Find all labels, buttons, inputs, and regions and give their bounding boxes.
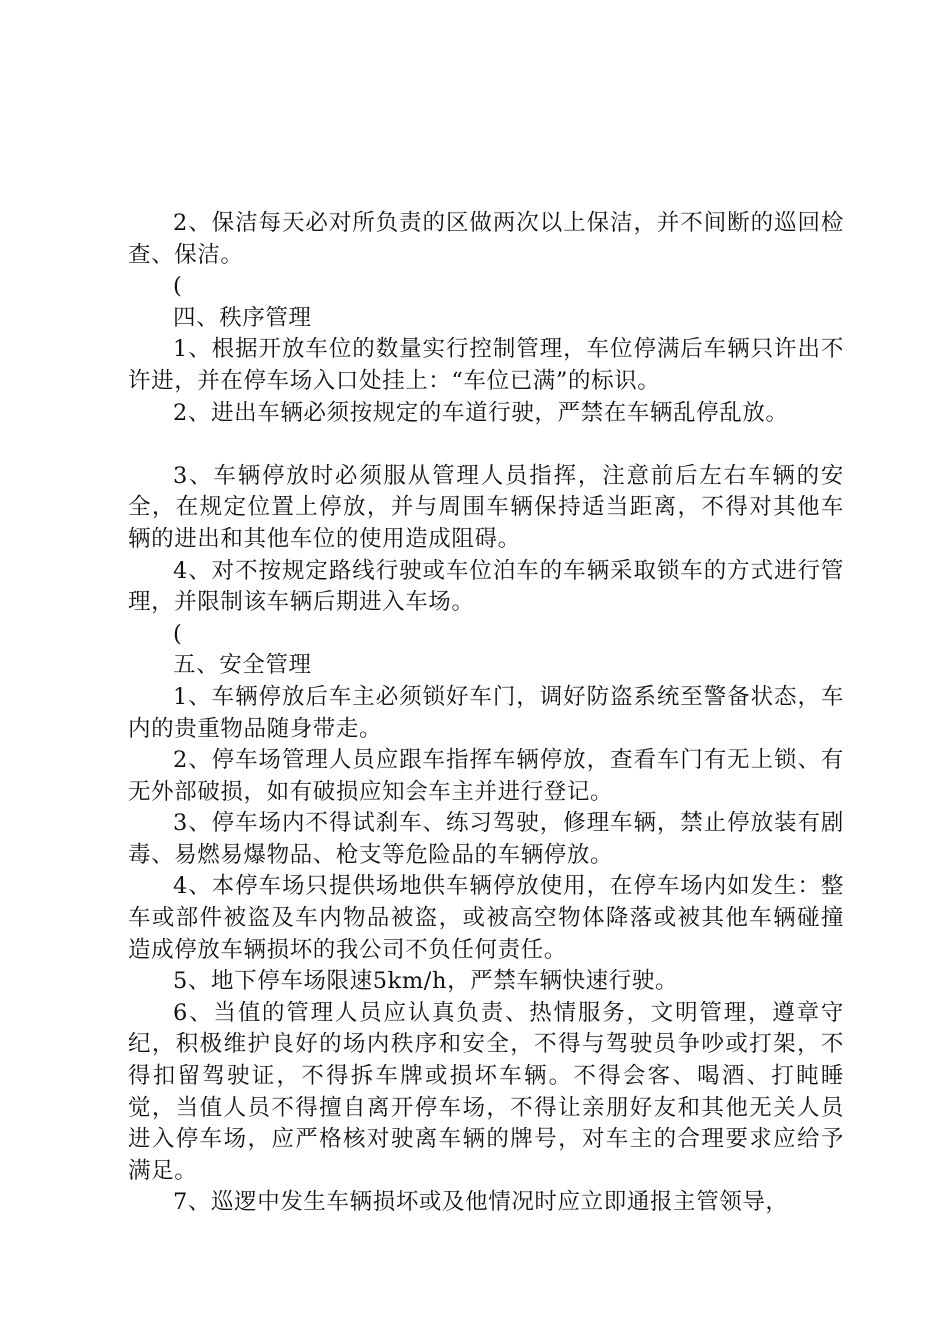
paragraph-bracket-2: ( [173, 620, 183, 647]
paragraph-safety-2: 2、停车场管理人员应跟车指挥车辆停放，查看车门有无上锁、有无外部破损，如有破损应知会车主并进行登记。 [128, 747, 844, 805]
paragraph-safety-5: 5、地下停车场限速5km/h，严禁车辆快速行驶。 [173, 968, 679, 995]
paragraph-safety-7: 7、巡逻中发生车辆损坏或及他情况时应立即通报主管领导， [173, 1189, 789, 1216]
paragraph-safety-3: 3、停车场内不得试刹车、练习驾驶，修理车辆，禁止停放装有剧毒、易燃易爆物品、枪支等危险品的车辆停放。 [128, 810, 844, 868]
document-body [128, 208, 844, 1219]
paragraph-order-3: 3、车辆停放时必须服从管理人员指挥，注意前后左右车辆的安全，在规定位置上停放，并与周围车辆保持适当距离，不得对其他车辆的进出和其他车位的使用造成阻碍。 [128, 462, 844, 552]
paragraph-safety-6: 6、当值的管理人员应认真负责、热情服务，文明管理，遵章守纪，积极维护良好的场内秩序和安全，不得与驾驶员争吵或打架，不得扣留驾驶证，不得拆车牌或损坏车辆。不得会客、喝酒、打盹睡觉，当值人员不得擅自离开停车场，不得让亲朋好友和其他无关人员进入停车场，应严格核对驶离车辆的牌号，对车主的合理要求应给予满足。 [128, 999, 844, 1184]
paragraph-safety-4: 4、本停车场只提供场地供车辆停放使用，在停车场内如发生：整车或部件被盗及车内物品被盗，或被高空物体降落或被其他车辆碰撞造成停放车辆损坏的我公司不负任何责任。 [128, 873, 844, 963]
paragraph-order-2: 2、进出车辆必须按规定的车道行驶，严禁在车辆乱停乱放。 [173, 399, 789, 426]
paragraph-bracket-1: ( [173, 273, 183, 300]
section-heading-safety-management: 五、安全管理 [173, 652, 312, 679]
blank-line [128, 429, 844, 461]
paragraph-cleaning-2: 2、保洁每天必对所负责的区做两次以上保洁，并不间断的巡回检查、保洁。 [128, 210, 844, 268]
paragraph-order-1: 1、根据开放车位的数量实行控制管理，车位停满后车辆只许出不许进，并在停车场入口处挂上：“车位已满”的标识。 [128, 336, 844, 394]
paragraph-safety-1: 1、车辆停放后车主必须锁好车门，调好防盗系统至警备状态，车内的贵重物品随身带走。 [128, 683, 844, 742]
section-heading-order-management: 四、秩序管理 [173, 304, 312, 331]
paragraph-order-4: 4、对不按规定路线行驶或车位泊车的车辆采取锁车的方式进行管理，并限制该车辆后期进入车场。 [128, 557, 844, 616]
